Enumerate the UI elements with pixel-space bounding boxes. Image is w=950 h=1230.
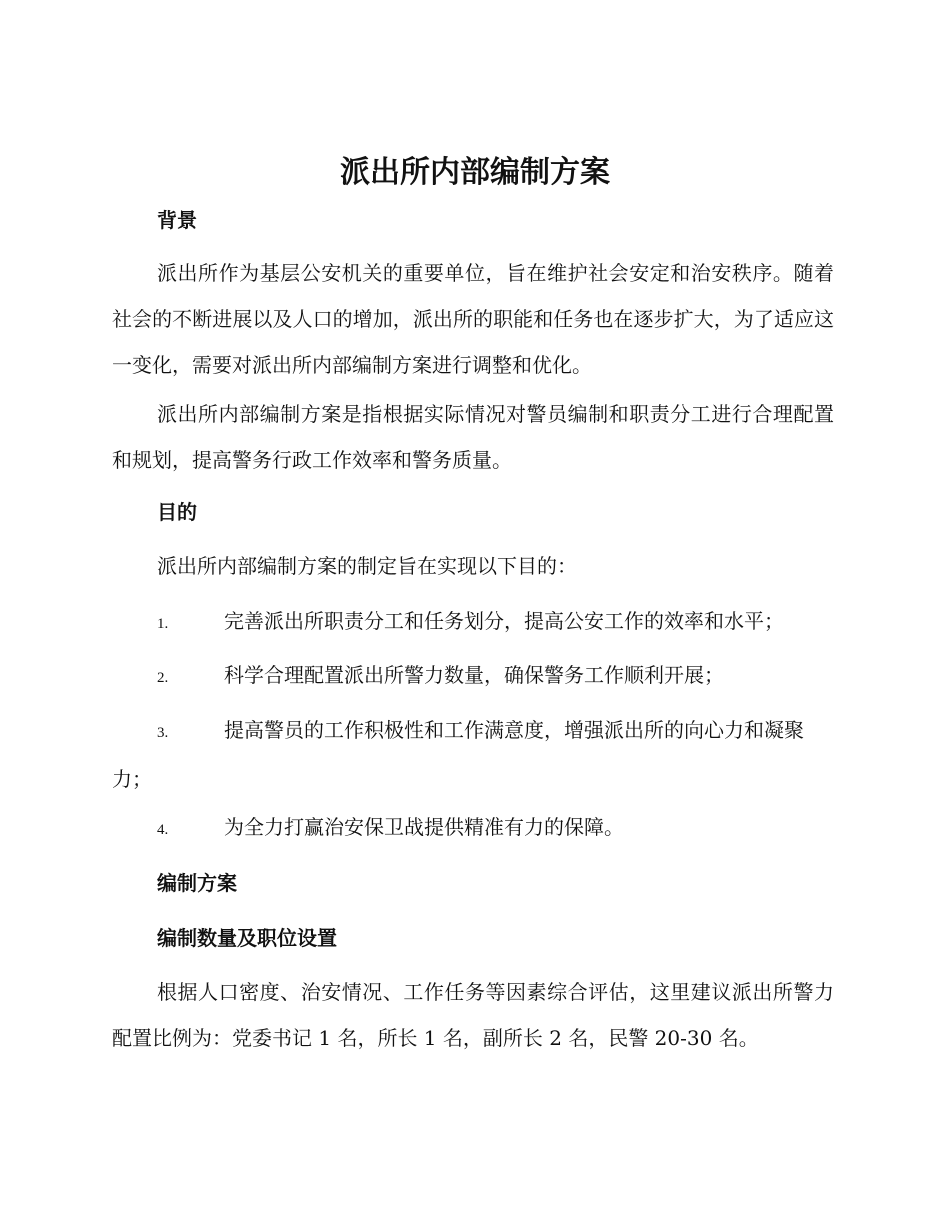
list-number: 4. xyxy=(157,822,169,838)
purpose-intro: 派出所内部编制方案的制定旨在实现以下目的： xyxy=(157,554,577,578)
subsection-heading-staffing: 编制数量及职位设置 xyxy=(157,926,337,950)
list-number: 1. xyxy=(157,616,169,632)
section-heading-background: 背景 xyxy=(157,208,197,232)
list-item xyxy=(112,598,834,647)
list-item xyxy=(112,804,834,853)
list-text: 完善派出所职责分工和任务划分，提高公安工作的效率和水平； xyxy=(224,609,784,633)
list-item xyxy=(112,707,834,802)
list-text: 提高警员的工作积极性和工作满意度，增强派出所的向心力和凝聚力； xyxy=(112,718,804,791)
list-text: 科学合理配置派出所警力数量，确保警务工作顺利开展； xyxy=(224,663,724,687)
list-item xyxy=(112,652,834,701)
background-paragraph-2: 派出所内部编制方案是指根据实际情况对警员编制和职责分工进行合理配置和规划，提高警务行政工作效率和警务质量。 xyxy=(112,402,834,472)
section-heading-plan: 编制方案 xyxy=(157,871,237,895)
document-title: 派出所内部编制方案 xyxy=(340,155,610,190)
list-number: 3. xyxy=(157,725,169,741)
background-paragraph-1: 派出所作为基层公安机关的重要单位，旨在维护社会安定和治安秩序。随着社会的不断进展以及人口的增加，派出所的职能和任务也在逐步扩大，为了适应这一变化，需要对派出所内部编制方案进行调整和优化。 xyxy=(112,261,834,377)
staffing-paragraph: 根据人口密度、治安情况、工作任务等因素综合评估，这里建议派出所警力配置比例为：党委书记 1 名，所长 1 名，副所长 2 名，民警 20-30 名。 xyxy=(112,980,834,1050)
section-heading-purpose: 目的 xyxy=(157,500,197,524)
list-text: 为全力打赢治安保卫战提供精准有力的保障。 xyxy=(224,815,624,839)
list-number: 2. xyxy=(157,670,169,686)
